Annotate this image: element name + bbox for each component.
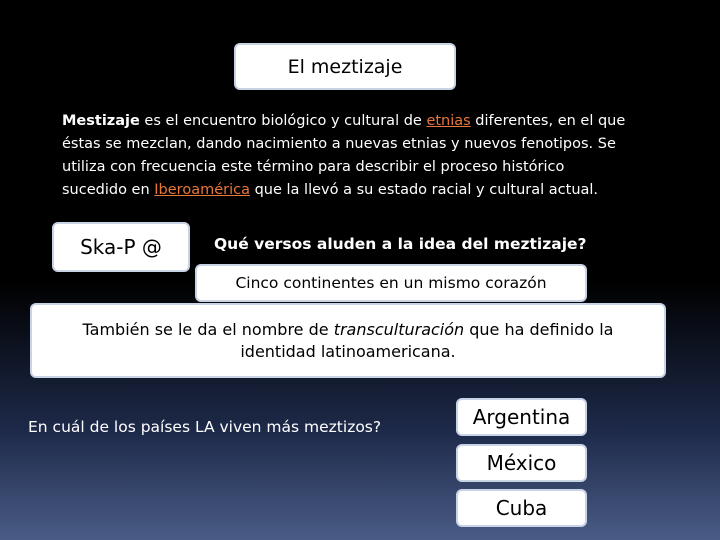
country-box-cuba[interactable] <box>456 489 587 527</box>
skap-label: Ska-P @ <box>80 235 162 259</box>
definition-text-3: que la llevó a su estado racial y cultural actual. <box>249 182 599 198</box>
title-box <box>234 43 456 90</box>
definition-text-1: es el encuentro biológico y cultural de <box>139 113 427 129</box>
country-box-argentina[interactable] <box>456 398 587 436</box>
question-verses: Qué versos aluden a la idea del meztizaje? <box>214 235 587 253</box>
transculturation-note <box>56 319 640 363</box>
note-text-1: También se le da el nombre de <box>82 319 334 339</box>
country-box-mexico[interactable] <box>456 444 587 482</box>
country-label: Cuba <box>495 496 548 520</box>
definition-text-2: diferentes, en el que éstas se mezclan, dando nacimiento a nuevas etnias y nuevos fenotipos. Se utiliza con frecuencia este término para describir el proceso histórico sucedido en <box>62 113 626 198</box>
definition-paragraph <box>62 110 632 202</box>
slide-title: El meztizaje <box>287 55 403 78</box>
note-italic-term: transculturación <box>333 319 465 339</box>
definition-term: Mestizaje <box>62 113 140 129</box>
skap-box[interactable] <box>52 222 190 272</box>
answer-verses-box[interactable] <box>195 264 587 302</box>
answer-verses-text: Cinco continentes en un mismo corazón <box>235 274 547 292</box>
note-text-2: que ha definido la identidad latinoamericana. <box>240 319 614 361</box>
question-countries: En cuál de los países LA viven más meztizos? <box>28 418 382 436</box>
iberoamerica-link[interactable]: Iberoamérica <box>154 182 250 198</box>
etnias-link[interactable]: etnias <box>426 113 471 129</box>
transculturation-note-box[interactable] <box>30 303 666 378</box>
country-label: México <box>486 451 557 475</box>
country-label: Argentina <box>472 405 571 429</box>
